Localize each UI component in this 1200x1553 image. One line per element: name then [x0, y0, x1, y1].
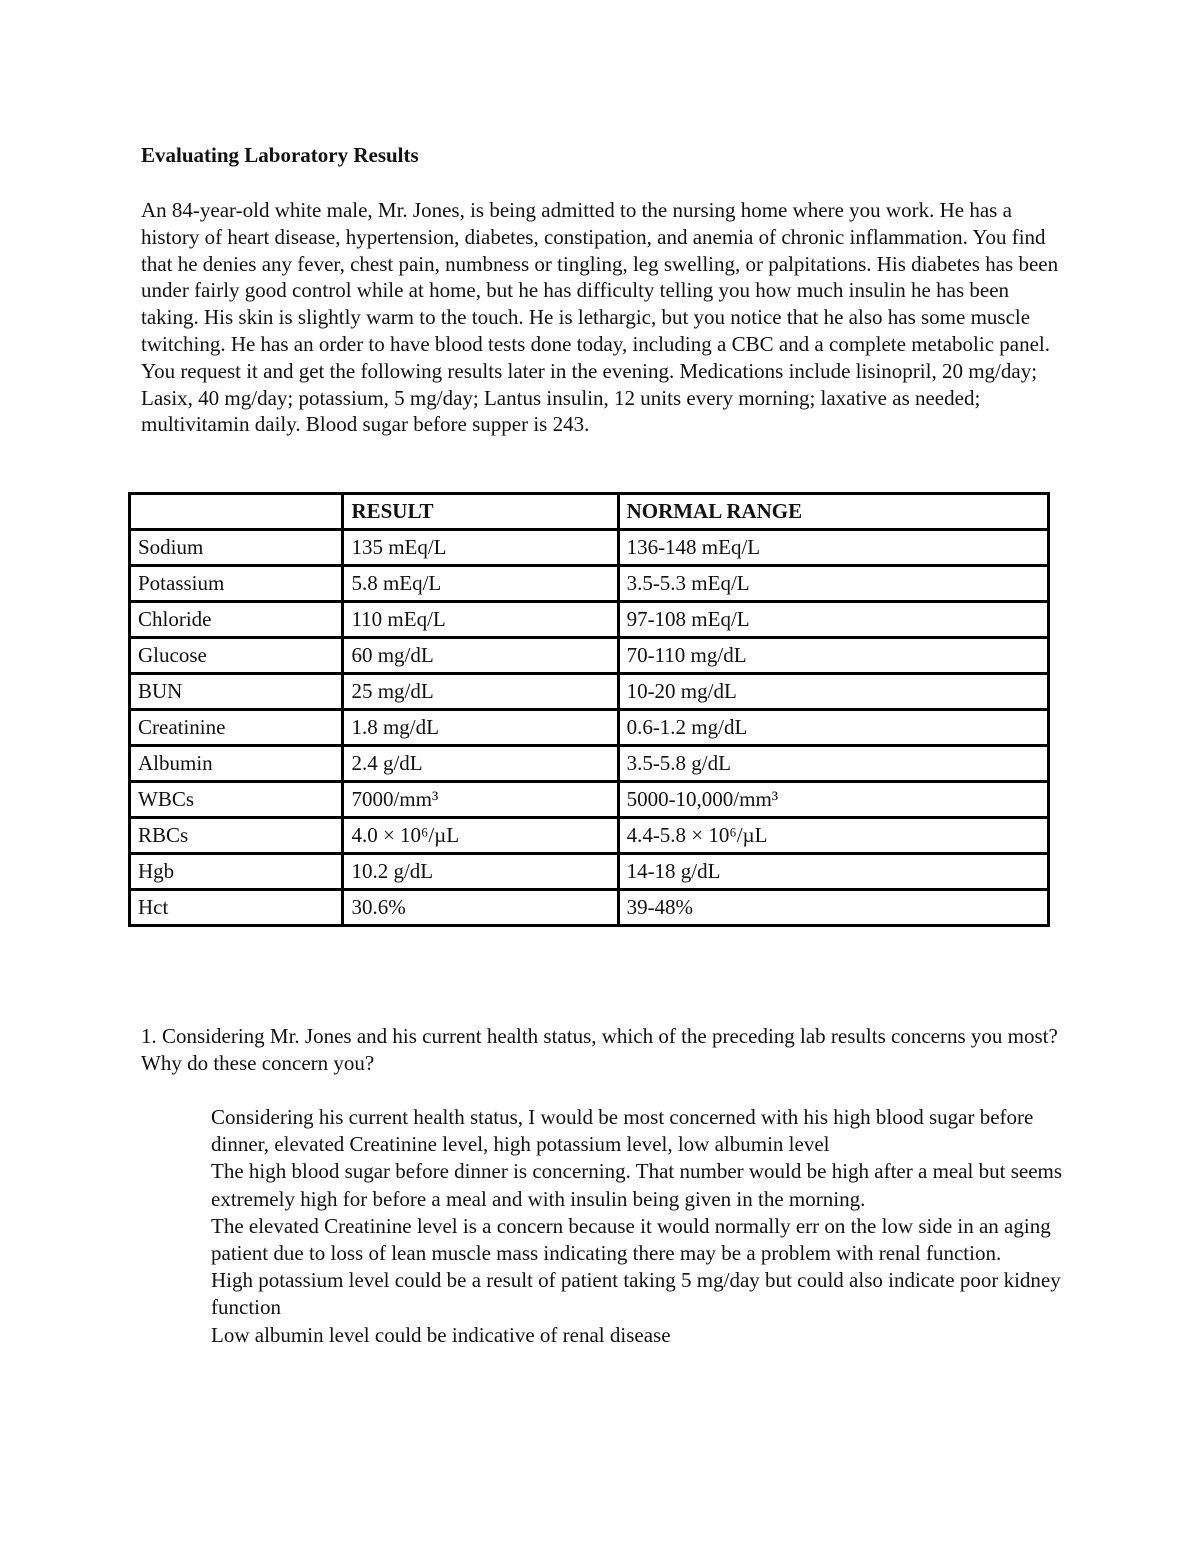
header-cell-test: [130, 494, 343, 530]
result-cell: 2.4 g/dL: [343, 746, 618, 782]
test-name-cell: Sodium: [130, 530, 343, 566]
test-name-cell: Glucose: [130, 638, 343, 674]
answer-paragraph: Considering his current health status, I would be most concerned with his high blood sugar before dinner, elevated Creatinine level, high potassium level, low albumin level: [211, 1105, 1034, 1157]
result-cell: 4.0 × 10⁶/µL: [343, 818, 618, 854]
normal-range-cell: 5000-10,000/mm³: [618, 782, 1048, 818]
table-row: [130, 638, 1049, 674]
normal-range-cell: 97-108 mEq/L: [618, 602, 1048, 638]
result-cell: 7000/mm³: [343, 782, 618, 818]
test-name-cell: Albumin: [130, 746, 343, 782]
result-cell: 135 mEq/L: [343, 530, 618, 566]
result-cell: 5.8 mEq/L: [343, 566, 618, 602]
test-name-cell: Creatinine: [130, 710, 343, 746]
normal-range-cell: 3.5-5.3 mEq/L: [618, 566, 1048, 602]
normal-range-cell: 39-48%: [618, 890, 1048, 926]
normal-range-cell: 3.5-5.8 g/dL: [618, 746, 1048, 782]
table-row: [130, 566, 1049, 602]
normal-range-cell: 14-18 g/dL: [618, 854, 1048, 890]
table-row: [130, 674, 1049, 710]
result-cell: 110 mEq/L: [343, 602, 618, 638]
answer-paragraph: The high blood sugar before dinner is concerning. That number would be high after a meal but seems extremely high for before a meal and with insulin being given in the morning.: [211, 1159, 1063, 1211]
result-cell: 25 mg/dL: [343, 674, 618, 710]
normal-range-cell: 10-20 mg/dL: [618, 674, 1048, 710]
answer-paragraph: Low albumin level could be indicative of renal disease: [211, 1322, 671, 1347]
answer-paragraph: High potassium level could be a result of patient taking 5 mg/day but could also indicate poor kidney function: [211, 1268, 1061, 1320]
test-name-cell: WBCs: [130, 782, 343, 818]
table-row: [130, 854, 1049, 890]
header-cell-normal-range: NORMAL RANGE: [618, 494, 1048, 530]
normal-range-cell: 0.6-1.2 mg/dL: [618, 710, 1048, 746]
normal-range-cell: 70-110 mg/dL: [618, 638, 1048, 674]
table-row: [130, 530, 1049, 566]
header-cell-result: RESULT: [343, 494, 618, 530]
result-cell: 30.6%: [343, 890, 618, 926]
answer-paragraph: The elevated Creatinine level is a concern because it would normally err on the low side in an aging patient due to loss of lean muscle mass indicating there may be a problem with renal function.: [211, 1213, 1051, 1266]
result-cell: 60 mg/dL: [343, 638, 618, 674]
normal-range-cell: 4.4-5.8 × 10⁶/µL: [618, 818, 1048, 854]
table-row: [130, 746, 1049, 782]
table-row: [130, 818, 1049, 854]
test-name-cell: BUN: [130, 674, 343, 710]
test-name-cell: Potassium: [130, 566, 343, 602]
case-intro-paragraph: An 84-year-old white male, Mr. Jones, is being admitted to the nursing home where you work. He has a history of heart disease, hypertension, diabetes, constipation, and anemia of chronic inflammation. You find that he denies any fever, chest pain, numbness or tingling, leg swelling, or palpitations. His diabetes has been under fairly good control while at home, but he has difficulty telling you how much insulin he has been taking. His skin is slightly warm to the touch. He is lethargic, but you notice that he also has some muscle twitching. He has an order to have blood tests done today, including a CBC and a complete metabolic panel. You request it and get the following results later in the evening. Medications include lisinopril, 20 mg/day; Lasix, 40 mg/day; potassium, 5 mg/day; Lantus insulin, 12 units every morning; laxative as needed; multivitamin daily. Blood sugar before supper is 243.: [141, 198, 1059, 437]
lab-results-table: [128, 492, 1050, 927]
table-row: [130, 782, 1049, 818]
test-name-cell: Chloride: [130, 602, 343, 638]
question-1: 1. Considering Mr. Jones and his current health status, which of the preceding lab results concerns you most? Why do these concern you?: [141, 1024, 1058, 1075]
table-row: [130, 710, 1049, 746]
test-name-cell: Hct: [130, 890, 343, 926]
test-name-cell: RBCs: [130, 818, 343, 854]
normal-range-cell: 136-148 mEq/L: [618, 530, 1048, 566]
result-cell: 1.8 mg/dL: [343, 710, 618, 746]
table-row: [130, 602, 1049, 638]
document-title: Evaluating Laboratory Results: [141, 143, 419, 167]
table-row: [130, 890, 1049, 926]
result-cell: 10.2 g/dL: [343, 854, 618, 890]
table-header-row: [130, 494, 1049, 530]
test-name-cell: Hgb: [130, 854, 343, 890]
answer-block: [211, 1104, 1071, 1349]
